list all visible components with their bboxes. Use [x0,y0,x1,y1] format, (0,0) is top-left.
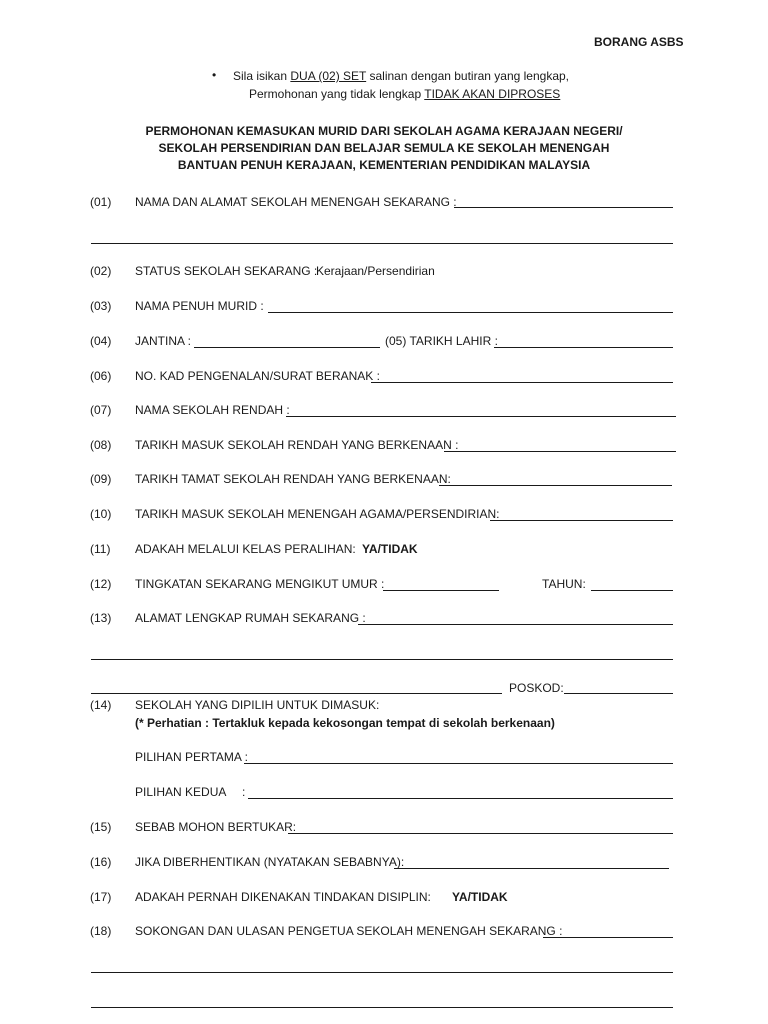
field-13-label: ALAMAT LENGKAP RUMAH SEKARANG : [135,611,366,625]
form-title-line-2: SEKOLAH PERSENDIRIAN DAN BELAJAR SEMULA KE SEKOLAH MENENGAH [158,141,610,155]
field-06-input-line[interactable] [371,382,673,383]
field-13-number: (13) [90,611,112,625]
instruction-bullet: • [212,68,217,82]
field-05-input-line[interactable] [494,347,673,348]
field-10-input-line[interactable] [490,520,673,521]
field-14-choice-2-colon: : [242,785,246,799]
field-12-number: (12) [90,577,112,591]
field-18-number: (18) [90,924,112,938]
field-03-label: NAMA PENUH MURID : [135,299,264,313]
field-18-input-line-2[interactable] [91,972,673,973]
field-09-input-line[interactable] [439,485,672,486]
field-06-label: NO. KAD PENGENALAN/SURAT BERANAK : [135,369,380,383]
field-15-number: (15) [90,820,112,834]
field-16-label: JIKA DIBERHENTIKAN (NYATAKAN SEBABNYA): [135,855,405,869]
field-15-input-line[interactable] [288,833,673,834]
field-08-label: TARIKH MASUK SEKOLAH RENDAH YANG BERKENAAN : [135,438,459,452]
field-14-note: (* Perhatian : Tertakluk kepada kekosongan tempat di sekolah berkenaan) [135,716,555,730]
field-13-input-line[interactable] [358,624,673,625]
field-07-label: NAMA SEKOLAH RENDAH : [135,403,290,417]
field-14-label: SEKOLAH YANG DIPILIH UNTUK DIMASUK: [135,698,380,712]
field-10-number: (10) [90,507,112,521]
form-title-line-3: BANTUAN PENUH KERAJAAN, KEMENTERIAN PENDIDIKAN MALAYSIA [177,158,591,172]
field-02-value: Kerajaan/Persendirian [316,264,435,278]
field-14-number: (14) [90,698,112,712]
form-code: BORANG ASBS [594,35,684,49]
field-05-label: (05) TARIKH LAHIR : [385,334,498,348]
field-14-choice-2-input-line[interactable] [248,798,673,799]
instruction-emphasis-set: DUA (02) SET [290,69,367,83]
field-14-choice-1-input-line[interactable] [244,763,673,764]
field-07-number: (07) [90,403,112,417]
field-09-number: (09) [90,472,112,486]
field-02-label: STATUS SEKOLAH SEKARANG : [135,264,318,278]
field-18-input-line[interactable] [543,937,673,938]
form-title-line-1: PERMOHONAN KEMASUKAN MURID DARI SEKOLAH AGAMA KERAJAAN NEGERI/ [145,124,623,138]
field-09-label: TARIKH TAMAT SEKOLAH RENDAH YANG BERKENAAN: [135,472,451,486]
field-13-input-line-2[interactable] [91,659,673,660]
field-13-poskod-label: POSKOD: [509,681,564,695]
field-03-input-line[interactable] [268,312,673,313]
instruction-emphasis-rejected: TIDAK AKAN DIPROSES [424,87,561,101]
field-01-input-line[interactable] [454,207,673,208]
field-17-label: ADAKAH PERNAH DIKENAKAN TINDAKAN DISIPLIN: [135,890,431,904]
field-01-number: (01) [90,195,112,209]
field-11-value: YA/TIDAK [362,542,418,556]
field-08-number: (08) [90,438,112,452]
field-02-number: (02) [90,264,112,278]
field-04-label: JANTINA : [135,334,192,348]
field-13-input-line-3[interactable] [91,693,502,694]
field-16-input-line[interactable] [394,868,669,869]
field-01-input-line-2[interactable] [91,243,673,244]
field-11-label: ADAKAH MELALUI KELAS PERALIHAN: [135,542,356,556]
field-18-label: SOKONGAN DAN ULASAN PENGETUA SEKOLAH MENENGAH SEKARANG : [135,924,563,938]
field-01-label: NAMA DAN ALAMAT SEKOLAH MENENGAH SEKARANG : [135,195,457,209]
field-03-number: (03) [90,299,112,313]
field-04-input-line[interactable] [194,347,380,348]
field-10-label: TARIKH MASUK SEKOLAH MENENGAH AGAMA/PERSENDIRIAN: [135,507,500,521]
instruction-line-1: Sila isikan DUA (02) SET salinan dengan butiran yang lengkap, [233,69,569,83]
field-17-value: YA/TIDAK [452,890,508,904]
field-11-number: (11) [90,542,111,556]
field-06-number: (06) [90,369,112,383]
field-15-label: SEBAB MOHON BERTUKAR: [135,820,297,834]
field-14-choice-2-label: PILIHAN KEDUA [135,785,227,799]
field-18-input-line-3[interactable] [91,1007,673,1008]
instruction-line-2: Permohonan yang tidak lengkap TIDAK AKAN DIPROSES [249,87,561,101]
field-17-number: (17) [90,890,112,904]
field-12-input-line[interactable] [383,590,499,591]
field-08-input-line[interactable] [444,451,676,452]
field-12-year-label: TAHUN: [542,577,586,591]
field-14-choice-1-label: PILIHAN PERTAMA : [135,750,248,764]
field-12-label: TINGKATAN SEKARANG MENGIKUT UMUR : [135,577,385,591]
field-16-number: (16) [90,855,112,869]
field-07-input-line[interactable] [286,416,676,417]
field-12-year-input-line[interactable] [591,590,673,591]
field-04-number: (04) [90,334,112,348]
field-13-poskod-input-line[interactable] [564,693,673,694]
